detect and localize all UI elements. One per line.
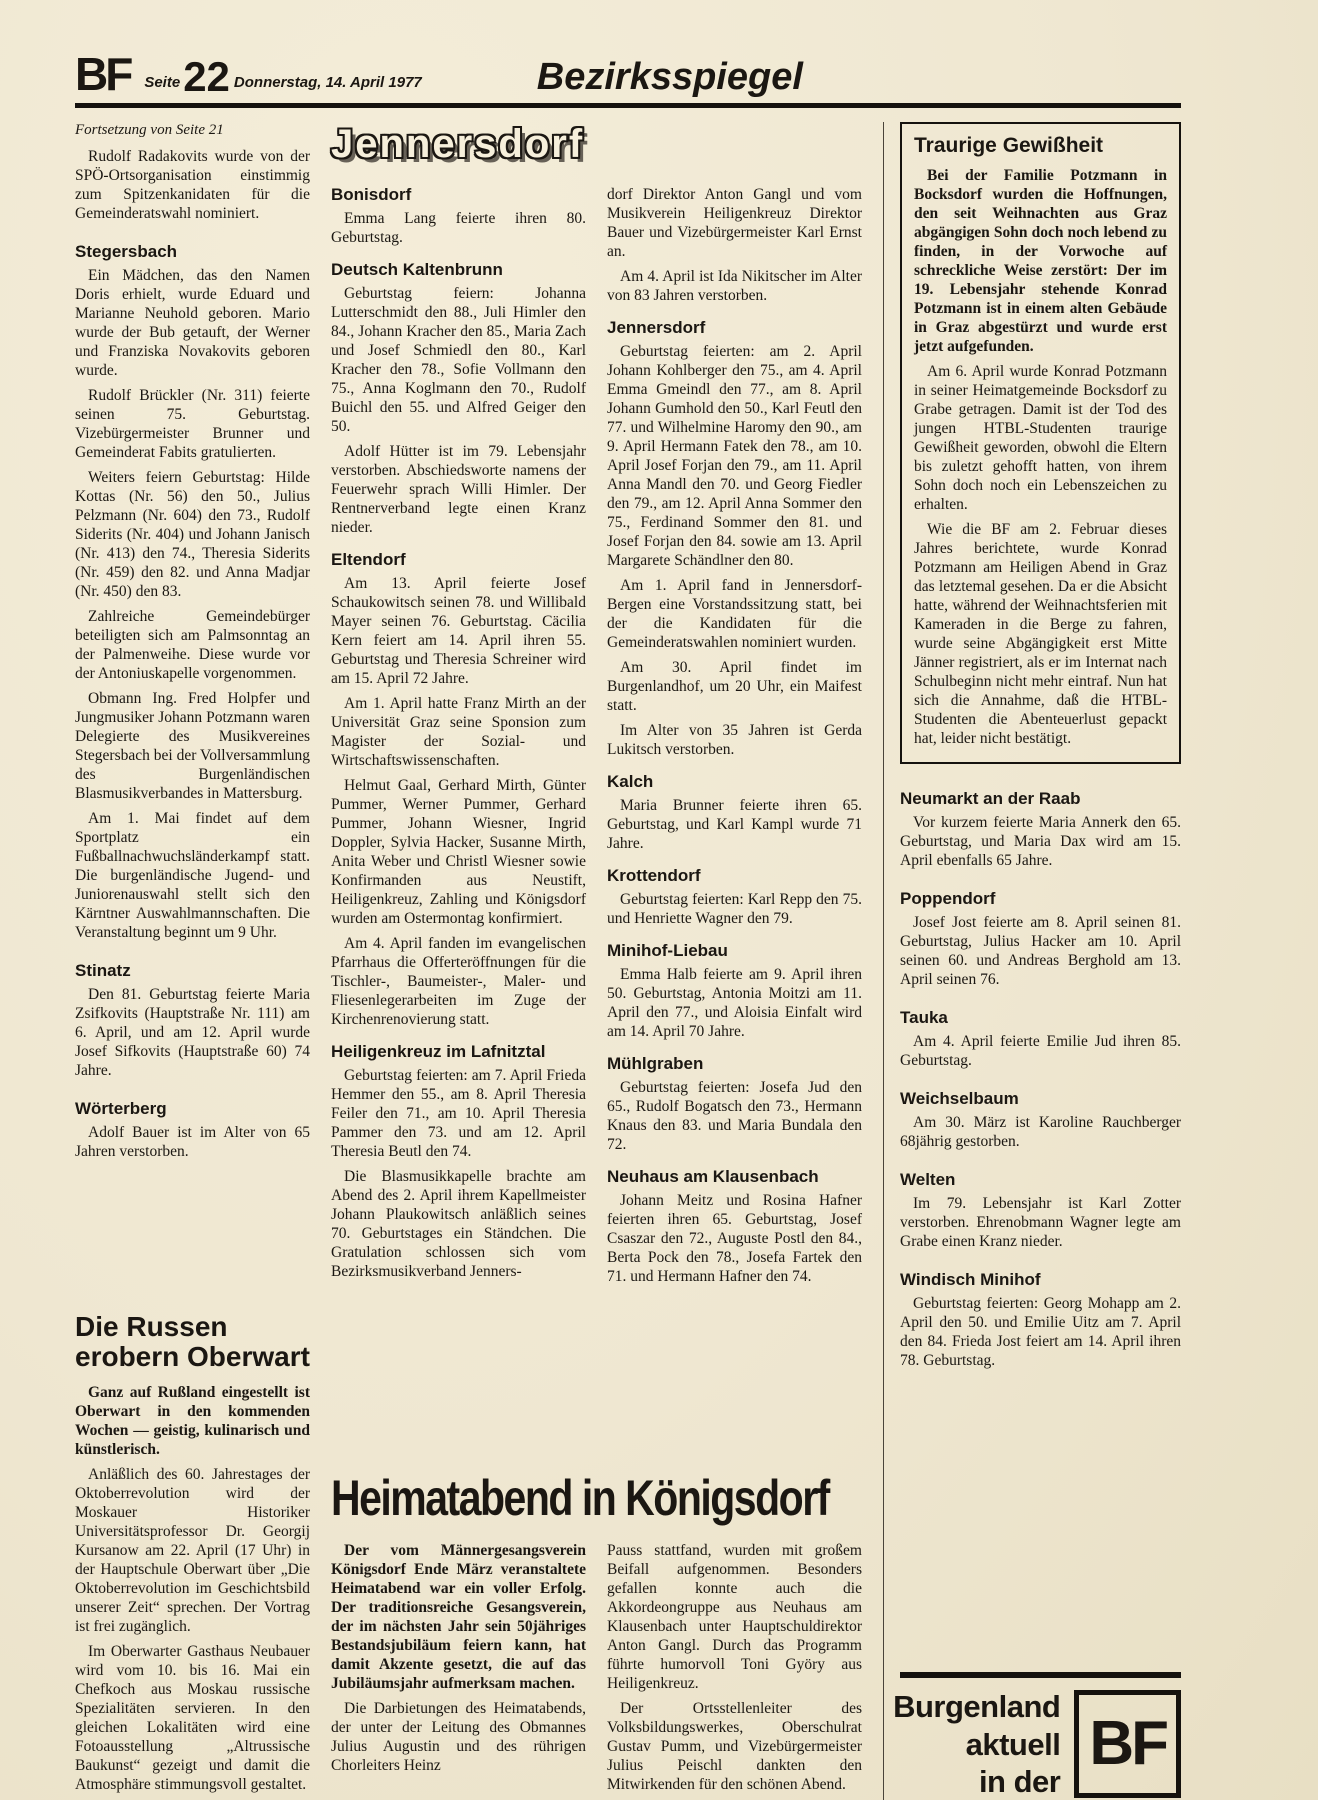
section-heading-weichselbaum: Weichselbaum	[900, 1089, 1019, 1108]
column-1	[75, 122, 310, 1800]
content-columns	[75, 122, 1181, 1800]
paragraph: Emma Lang feierte ihren 80. Geburtstag.	[331, 210, 586, 246]
paragraph: Geburtstag feierten: am 7. April Frieda Hemmer den 55., am 8. April Theresia Feiler den 71., am 10. April Theresia Pammer den 73. und am 12. April Theresia Beutl den 74.	[331, 1067, 586, 1160]
article-lead: Ganz auf Rußland eingestellt ist Oberwart in den kommenden Wochen — geistig, kulinarisch und künstlerisch.	[75, 1384, 310, 1458]
bf-promo-line2: aktuell	[965, 1726, 1061, 1762]
heimatabend-right-column	[607, 1541, 862, 1800]
paragraph: Obmann Ing. Fred Holpfer und Jungmusiker Johann Potzmann waren Delegierte des Musikvereines Stegersbach bei der Vollversammlung des Burgenländischen Blasmusikverbandes in Mattersburg.	[75, 690, 310, 802]
section-heading-woerterberg: Wörterberg	[75, 1099, 167, 1118]
issue-date: Donnerstag, 14. April 1977	[233, 74, 422, 91]
section-heading-muehlgraben: Mühlgraben	[607, 1054, 704, 1073]
bf-promo-text	[893, 1688, 1060, 1800]
section-heading-minihof-liebau: Minihof-Liebau	[607, 941, 728, 960]
paragraph: Geburtstag feierten: Karl Repp den 75. und Henriette Wagner den 79.	[607, 891, 862, 927]
paragraph: Den 81. Geburtstag feierte Maria Zsifkovits (Hauptstraße Nr. 111) am 6. April, und am 12. April wurde Josef Sifkovits (Hauptstraße 60) 74 Jahre.	[75, 986, 310, 1079]
header-rule	[75, 103, 1181, 108]
jennersdorf-banner: Jennersdorf	[331, 122, 585, 166]
page-number: 22	[183, 53, 230, 101]
section-heading-neuhaus: Neuhaus am Klausenbach	[607, 1167, 819, 1186]
article-lead: Der vom Männergesangsverein Königsdorf Ende März veranstaltete Heimatabend war ein voller Erfolg. Der traditionsreiche Gesangsverein, der im nächsten Jahr sein 50jähriges Bestandsjubiläum feiern kann, hat damit Akzente gesetzt, die auf das Jubiläumsjahr aufmerksam machen.	[331, 1542, 586, 1692]
article-traurige-gewissheit	[900, 122, 1181, 764]
continued-paragraph: dorf Direktor Anton Gangl und vom Musikverein Heiligenkreuz Direktor Bauer und Vizebürgermeister Karl Ernst an.	[607, 186, 862, 260]
section-heading-deutsch-kaltenbrunn: Deutsch Kaltenbrunn	[331, 260, 503, 279]
paragraph: Emma Halb feierte am 9. April ihren 50. Geburtstag, Antonia Moitzi am 11. April den 77., und Aloisia Einfalt wird am 14. April 70 Jahre.	[607, 966, 862, 1040]
paragraph: Josef Jost feierte am 8. April seinen 81. Geburtstag, Julius Hacker am 10. April seinen 60. und Andreas Berghold am 13. April seinen 76.	[900, 914, 1181, 988]
article-headline: Die Russen erobern Oberwart	[75, 1311, 310, 1372]
section-heading-eltendorf: Eltendorf	[331, 550, 406, 569]
continuation-note: Fortsetzung von Seite 21	[75, 122, 224, 138]
paragraph: Adolf Hütter ist im 79. Lebensjahr verstorben. Abschiedsworte namens der Feuerwehr sprach Willi Himler. Der Rentnerverband legte einen Kranz nieder.	[331, 443, 586, 536]
paragraph: Geburtstag feierten: am 2. April Johann Kohlberger den 75., am 4. April Emma Gmeindl den 77., am 8. April Johann Gumhold den 50., Karl Feutl den 77. und Wilhelmine Haromy den 90., am 9. April Hermann Fatek den 78., am 10. April Josef Forjan den 79., am 11. April Anna Mandl den 70. und Georg Fiedler den 79., am 12. April Anna Sommer den 75., Ferdinand Sommer den 81. und Josef Forjan den 84. sowie am 13. April Margarete Schändlner den 80.	[607, 343, 862, 569]
section-heading-stegersbach: Stegersbach	[75, 242, 178, 261]
paragraph: Geburtstag feierten: Josefa Jud den 65., Rudolf Bogatsch den 73., Hermann Knaus den 83. und Maria Bundala den 72.	[607, 1079, 862, 1153]
page-content	[75, 44, 1181, 1800]
column-2	[331, 185, 586, 1292]
section-heading-kalch: Kalch	[607, 772, 654, 791]
article-headline: Traurige Gewißheit	[914, 134, 1104, 157]
paragraph: Der Ortsstellenleiter des Volksbildungswerkes, Oberschulrat Gustav Pumm, und Vizebürgermeister Julius Peischl dankten den Mitwirkenden für den schönen Abend.	[607, 1700, 862, 1793]
paragraph: Geburtstag feiern: Johanna Lutterschmidt den 88., Juli Himler den 84., Johann Kracher den 85., Maria Zach und Josef Schmiedl den 80., Karl Kracher den 78., Sofie Vollmann den 75., Anna Koglmann den 70., Rudolf Buichl den 55. und Alfred Geiger den 50.	[331, 285, 586, 435]
paragraph: Maria Brunner feierte ihren 65. Geburtstag, und Karl Kampl wurde 71 Jahre.	[607, 797, 862, 852]
paragraph: Rudolf Brückler (Nr. 311) feierte seinen 75. Geburtstag. Vizebürgermeister Brunner und Gemeinderat Fabits gratulierten.	[75, 387, 310, 461]
paragraph: Am 13. April feierte Josef Schaukowitsch seinen 78. und Willibald Mayer seinen 76. Geburtstag. Cäcilia Kern feiert am 14. April ihren 55. Geburtstag und Theresia Schreiner wird am 15. April 72 Jahre.	[331, 575, 586, 687]
section-heading-welten: Welten	[900, 1170, 956, 1189]
section-heading-bonisdorf: Bonisdorf	[331, 185, 412, 204]
paragraph: Am 1. April fand in Jennersdorf-Bergen eine Vorstandssitzung statt, bei der die Kandidaten für die Gemeinderatswahlen nominiert wurden.	[607, 577, 862, 651]
section-heading-jennersdorf: Jennersdorf	[607, 318, 706, 337]
paragraph: Im Alter von 35 Jahren ist Gerda Lukitsch verstorben.	[607, 722, 862, 758]
paragraph: Im Oberwarter Gasthaus Neubauer wird vom 10. bis 16. Mai ein Chefkoch aus Moskau russische Spezialitäten servieren. In den gleichen Lokalitäten wird eine Fotoausstellung „Altrussische Baukunst“ gezeigt und damit die Atmosphäre stimmungsvoll gestaltet.	[75, 1643, 310, 1793]
paragraph: Johann Meitz und Rosina Hafner feierten ihren 65. Geburtstag, Josef Csaszar den 72., Auguste Postl den 84., Berta Pock den 78., Josefa Fartek den 71. und Hermann Hafner den 74.	[607, 1192, 862, 1285]
paragraph: Die Blasmusikkapelle brachte am Abend des 2. April ihrem Kapellmeister Johann Plaukowitsch anläßlich seines 70. Geburtstages ein Ständchen. Die Gratulation schlossen sich vom Bezirksmusikverband Jenners-	[331, 1168, 586, 1280]
mid-columns	[331, 185, 862, 1292]
paragraph: Zahlreiche Gemeindebürger beteiligten sich am Palmsonntag an der Palmenweihe. Diese wurde vor der Antoniuskapelle vorgenommen.	[75, 608, 310, 682]
paragraph: Vor kurzem feierte Maria Annerk den 65. Geburtstag, und Maria Dax wird am 15. April ebenfalls 65 Jahre.	[900, 814, 1181, 869]
page-header	[75, 44, 1181, 101]
jennersdorf-region	[331, 122, 862, 1800]
paragraph: Am 4. April fanden im evangelischen Pfarrhaus die Offerteröffnungen für die Tischler-, Baumeister-, Maler- und Fliesenlegerarbeiten im Zuge der Kirchenrenovierung statt.	[331, 935, 586, 1028]
paragraph: Ein Mädchen, das den Namen Doris erhielt, wurde Eduard und Marianne Neuhold geboren. Mario wurde der Bub getauft, der Werner und Franziska Novakovits geboren wurde.	[75, 267, 310, 379]
column-3	[607, 185, 862, 1292]
article-lead: Bei der Familie Potzmann in Bocksdorf wurden die Hoffnungen, den seit Weihnachten aus Graz abgängigen Sohn doch noch lebend zu finden, in der Vorwoche auf schreckliche Weise zerstört: Der im 19. Lebensjahr stehende Konrad Potzmann ist in einem alten Gebäude in Graz abgestürzt und wurde erst jetzt aufgefunden.	[914, 167, 1167, 355]
article-heimatabend	[331, 1467, 862, 1800]
section-heading-stinatz: Stinatz	[75, 961, 131, 980]
paragraph: Adolf Bauer ist im Alter von 65 Jahren verstorben.	[75, 1124, 310, 1160]
heimatabend-columns	[331, 1541, 862, 1800]
bf-promo-line1: Burgenland	[893, 1689, 1061, 1725]
heimatabend-left-column	[331, 1541, 586, 1800]
bf-logo: BF	[75, 47, 131, 100]
continued-paragraph: Pauss stattfand, wurden mit großem Beifall aufgenommen. Besonders gefallen konnte auch die Akkordeongruppe aus Neuhaus am Klausenbach unter Hauptschuldirektor Anton Gangl. Durch das Programm führte humorvoll Toni Györy aus Heiligenkreuz.	[607, 1542, 862, 1692]
section-heading-tauka: Tauka	[900, 1008, 948, 1027]
paragraph: Am 1. Mai findet auf dem Sportplatz ein Fußballnachwuchsländerkampf statt. Die burgenländische Jugend- und Juniorenauswahl stellt sich den Kärntner Auswahlmannschaften. Die Veranstaltung beginnt um 9 Uhr.	[75, 810, 310, 941]
paragraph: Am 1. April hatte Franz Mirth an der Universität Graz seine Sponsion zum Magister der Sozial- und Wirtschaftswissenschaften.	[331, 695, 586, 769]
bf-promo	[893, 1672, 1181, 1800]
paragraph: Helmut Gaal, Gerhard Mirth, Günter Pummer, Werner Pummer, Gerhard Pummer, Johann Wiesner, Ingrid Doppler, Sylvia Hacker, Susanne Mirth, Anita Weber und Christl Wiesner sowie Konfirmanden aus Neustift, Heiligenkreuz, Zahling und Königsdorf wurden am Ostermontag konfirmiert.	[331, 777, 586, 927]
bf-promo-line3: in der	[978, 1763, 1061, 1799]
paragraph: Am 6. April wurde Konrad Potzmann in seiner Heimatgemeinde Bocksdorf zu Grabe getragen. Damit ist der Tod des jungen HTBL-Studenten traurige Gewißheit geworden, obwohl die Eltern bis zuletzt gehofft hatten, von ihrem Sohn doch noch ein Lebenszeichen zu erhalten.	[914, 363, 1167, 513]
page-label: Seite	[144, 74, 181, 91]
paragraph: Am 30. März ist Karoline Rauchberger 68jährig gestorben.	[900, 1114, 1181, 1150]
paragraph: Anläßlich des 60. Jahrestages der Oktoberrevolution wird der Moskauer Historiker Universitätsprofessor Dr. Georgij Kursanow am 22. April (17 Uhr) in der Hauptschule Oberwart über „Die Oktoberrevolution im Geschichtsbild unserer Zeit“ sprechen. Der Vortrag ist frei zugänglich.	[75, 1466, 310, 1635]
article-russen-oberwart	[75, 1284, 310, 1800]
section-heading-heiligenkreuz: Heiligenkreuz im Lafnitztal	[331, 1042, 546, 1061]
paragraph: Am 4. April ist Ida Nikitscher im Alter von 83 Jahren verstorben.	[607, 268, 862, 304]
paragraph: Die Darbietungen des Heimatabends, der unter der Leitung des Obmannes Julius Augustin und des rührigen Chorleiters Heinz	[331, 1700, 586, 1774]
paragraph: Im 79. Lebensjahr ist Karl Zotter verstorben. Ehrenobmann Wagner legte am Grabe einen Kranz nieder.	[900, 1195, 1181, 1250]
article-headline: Heimatabend in Königsdorf	[331, 1470, 829, 1527]
section-heading-poppendorf: Poppendorf	[900, 889, 996, 908]
paragraph: Rudolf Radakovits wurde von der SPÖ-Ortsorganisation einstimmig zum Spitzenkanidaten für die Gemeinderatswahl nominiert.	[75, 148, 310, 222]
section-heading-krottendorf: Krottendorf	[607, 866, 701, 885]
paragraph: Am 4. April feierte Emilie Jud ihren 85. Geburtstag.	[900, 1033, 1181, 1069]
paragraph: Am 30. April findet im Burgenlandhof, um 20 Uhr, ein Maifest statt.	[607, 659, 862, 714]
paragraph: Weiters feiern Geburtstag: Hilde Kottas (Nr. 56) den 50., Julius Pelzmann (Nr. 604) den 73., Rudolf Siderits (Nr. 404) und Johann Janisch (Nr. 413) den 74., Theresia Siderits (Nr. 459) den 82. und Anna Madjar (Nr. 450) den 83.	[75, 469, 310, 600]
section-heading-neumarkt: Neumarkt an der Raab	[900, 789, 1081, 808]
paragraph: Wie die BF am 2. Februar dieses Jahres berichtete, wurde Konrad Potzmann am Heiligen Abend in Graz das letztemal gesehen. Da er die Absicht hatte, während der Weihnachtsferien mit Kameraden in die Berge zu fahren, wurde seine Abgängigkeit erst Mitte Jänner registriert, als er im Internat nach Schulbeginn nicht mehr eintraf. Nun hat sich die Annahme, daß die HTBL-Studenten die Abenteuerlust gepackt hat, leider nicht bestätigt.	[914, 521, 1167, 747]
bf-promo-logo: BF	[1074, 1690, 1181, 1798]
masthead-title: Bezirksspiegel	[536, 55, 803, 98]
section-heading-windisch-minihof: Windisch Minihof	[900, 1270, 1041, 1289]
column-4	[883, 122, 1181, 1800]
paragraph: Geburtstag feierten: Georg Mohapp am 2. April den 50. und Emilie Uitz am 7. April den 84. Frieda Jost feiert am 14. April ihren 78. Geburtstag.	[900, 1295, 1181, 1369]
